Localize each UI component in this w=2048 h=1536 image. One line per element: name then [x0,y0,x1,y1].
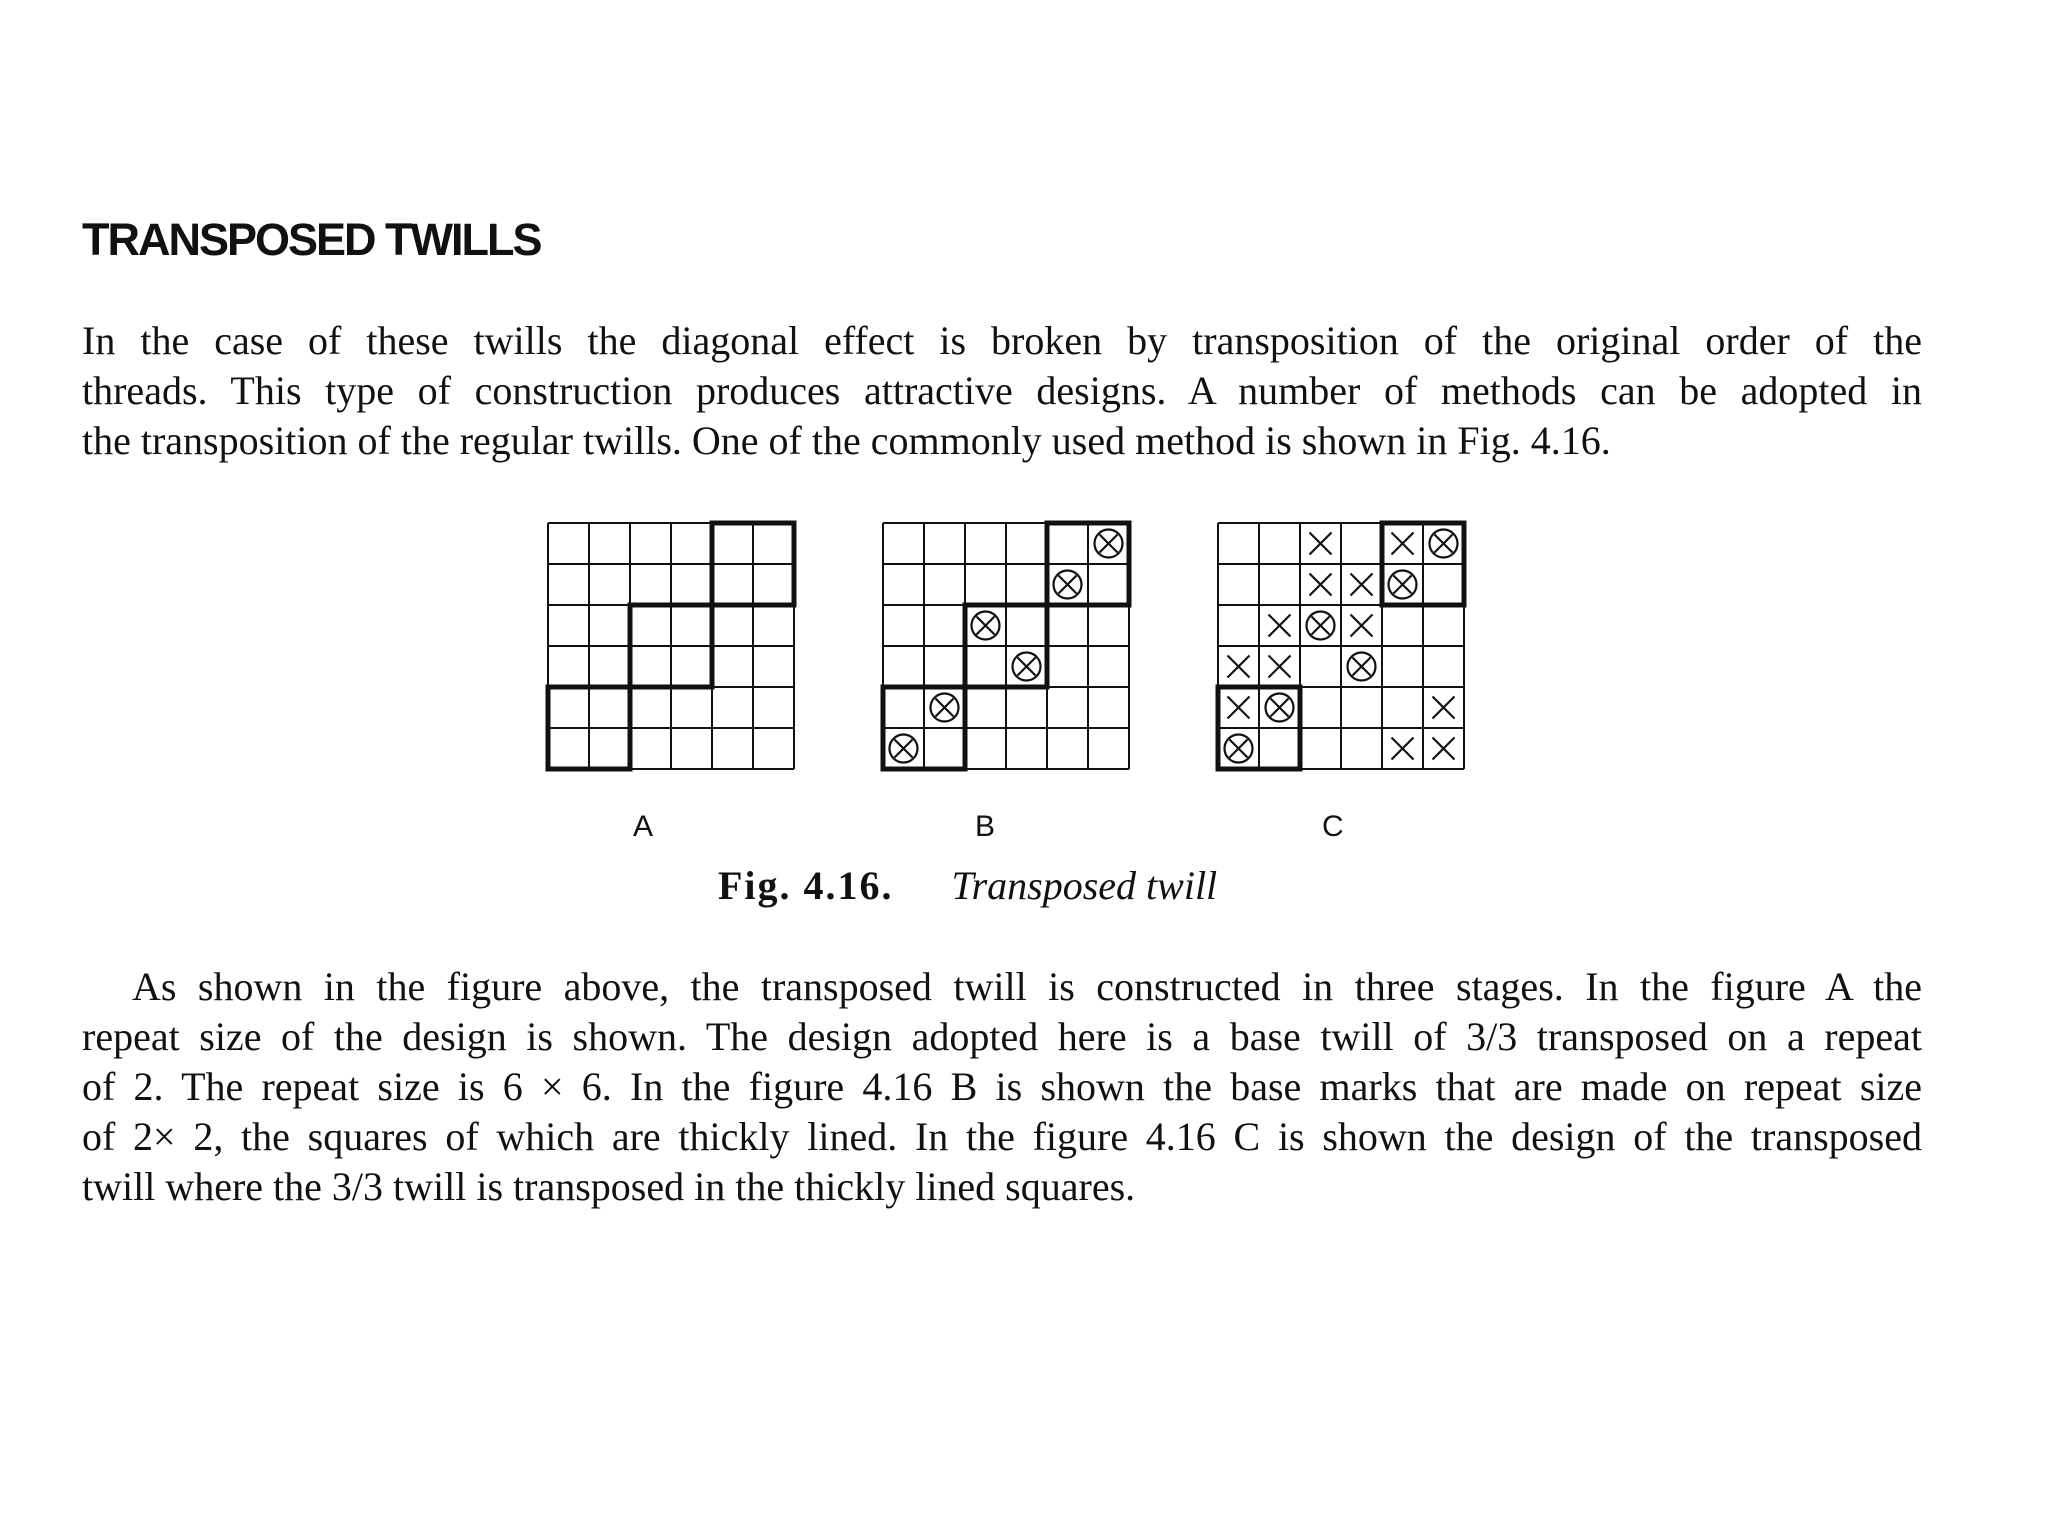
intro-line: In the case of these twills the diagonal effect is broken by transposition of the original order of the [82,318,1922,363]
section-heading: TRANSPOSED TWILLS [82,214,541,265]
body-line: of 2. The repeat size is 6 × 6. In the figure 4.16 B is shown the base marks that are made on repeat size [82,1064,1922,1109]
figure-caption [718,862,1217,909]
twill-grid-c [1213,518,1469,774]
body-line: As shown in the figure above, the transposed twill is constructed in three stages. In the figure A the [132,964,1922,1009]
figure-label-c: C [1322,810,1344,843]
figure-label-b: B [975,810,996,843]
figure-4-16 [0,500,2048,930]
body-line: twill where the 3/3 twill is transposed in the thickly lined squares. [82,1164,1136,1209]
figure-label-a: A [633,810,654,843]
intro-paragraph [82,316,1922,466]
figure-number: Fig. 4.16. [718,863,894,908]
twill-grid-a [543,518,799,774]
figure-title: Transposed twill [951,863,1218,908]
twill-grid-b [878,518,1134,774]
body-line: of 2× 2, the squares of which are thickly lined. In the figure 4.16 C is shown the design of the transposed [82,1114,1922,1159]
intro-line: the transposition of the regular twills. One of the commonly used method is shown in Fig. 4.16. [82,418,1611,463]
body-line: repeat size of the design is shown. The design adopted here is a base twill of 3/3 transposed on a repeat [82,1014,1922,1059]
intro-line: threads. This type of construction produces attractive designs. A number of methods can be adopted in [82,368,1922,413]
body-paragraph [82,962,1922,1212]
